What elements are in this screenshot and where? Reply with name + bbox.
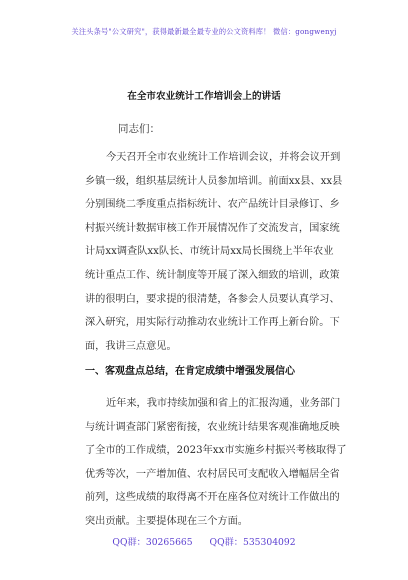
paragraph-line: 讲的很明白，要求提的很清楚，各参会人员要认真学习、 (85, 293, 340, 305)
paragraph-line: 了全市的工作成绩，2023年xx市实施乡村振兴考核取得了 (85, 445, 347, 457)
section-heading: 一、客观盘点总结，在肯定成绩中增强发展信心 (85, 366, 295, 377)
paragraph-line: 统计重点工作、统计制度等开展了深入细致的培训，政策 (85, 269, 340, 281)
paragraph-line: 突出贡献。主要提体现在三个方面。 (85, 515, 248, 527)
qq-group-2: QQ群：535304092 (209, 537, 296, 548)
paragraph-line: 与统计调查部门紧密衔接，农业统计结果客观准确地反映 (85, 421, 340, 433)
salutation: 同志们： (118, 123, 160, 135)
paragraph-line: 前列，这些成绩的取得离不开在座各位对统计工作做出的 (85, 492, 340, 504)
paragraph-line: 分别围绕二季度重点指标统计、农产品统计目录修订、乡 (85, 199, 340, 211)
paragraph-line: 优秀等次，一产增加值、农村居民可支配收入增幅居全省 (85, 468, 340, 480)
document-title: 在全市农业统计工作培训会上的讲话 (127, 91, 281, 102)
paragraph-line: 乡镇一级，组织基层统计人员参加培训。前面xx县、xx县 (85, 175, 343, 187)
footer-qq-groups (0, 534, 408, 548)
header-banner: 关注头条号"公文研究"，获得最新最全最专业的公文资料库！ 微信：gongwenyj (71, 27, 337, 36)
paragraph-line: 近年来，我市持续加强和省上的汇报沟通，业务部门 (106, 398, 341, 409)
intro-paragraph (85, 146, 343, 358)
qq-group-1: QQ群：30265665 (112, 537, 193, 548)
paragraph-line: 计局xx调查队xx队长、市统计局xx局长围绕上半年农业 (85, 246, 334, 258)
section1-paragraph (85, 392, 347, 534)
paragraph-line: 今天召开全市农业统计工作培训会议，并将会议开到 (106, 152, 341, 163)
paragraph-line: 面，我讲三点意见。 (85, 340, 177, 352)
paragraph-line: 深入研究，用实际行动推动农业统计工作再上新台阶。下 (85, 317, 340, 329)
paragraph-line: 村振兴统计数据审核工作开展情况作了交流发言，国家统 (85, 222, 340, 234)
